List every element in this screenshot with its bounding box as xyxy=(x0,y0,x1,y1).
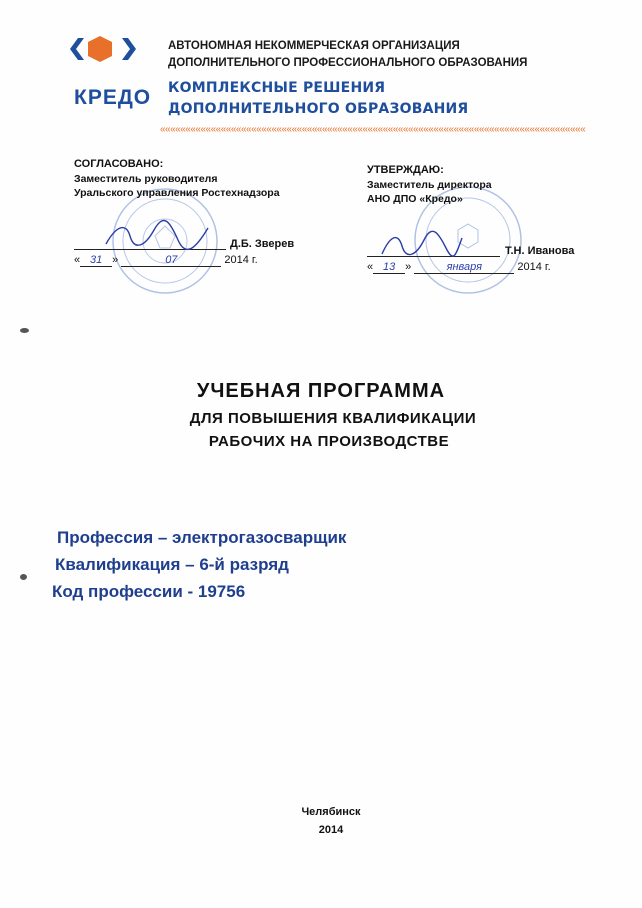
profession-line: Профессия – электрогазосварщик xyxy=(57,528,347,547)
date-day-left: 31 xyxy=(80,254,112,267)
slogan-line-1: КОМПЛЕКСНЫЕ РЕШЕНИЯ xyxy=(168,80,386,96)
date-quote-open-left: « xyxy=(74,254,81,266)
date-month-right: января xyxy=(414,261,514,274)
approval-left-heading: СОГЛАСОВАНО: xyxy=(74,158,164,170)
date-quote-close-left: » xyxy=(112,254,119,266)
org-name-line-1: АВТОНОМНАЯ НЕКОММЕРЧЕСКАЯ ОРГАНИЗАЦИЯ xyxy=(168,40,460,52)
signer-name-left: Д.Б. Зверев xyxy=(230,238,295,250)
approval-left-position: Заместитель руководителя xyxy=(74,173,218,185)
signer-name-right: Т.Н. Иванова xyxy=(505,245,575,257)
document-subtitle-line-2: РАБОЧИХ НА ПРОИЗВОДСТВЕ xyxy=(208,433,450,450)
signature-scribble-left-icon xyxy=(96,218,216,254)
date-day-right: 13 xyxy=(373,261,405,274)
approval-left-department: Уральского управления Ростехнадзора xyxy=(74,187,280,199)
date-year-left: 2014 г. xyxy=(224,254,258,266)
punch-hole-mark xyxy=(20,574,27,580)
approval-right-heading: УТВЕРЖДАЮ: xyxy=(367,164,444,176)
qualification-line: Квалификация – 6-й разряд xyxy=(55,555,289,574)
slogan-line-2: ДОПОЛНИТЕЛЬНОГО ОБРАЗОВАНИЯ xyxy=(168,101,469,117)
footer-year: 2014 xyxy=(318,824,344,836)
approval-block-right xyxy=(367,164,492,206)
decorative-chevron-divider: «««««««««««««««««««««««««««««««««««««««««««««««««««««««««««««««««««««««««««««««««««« xyxy=(160,124,586,135)
approval-date-right xyxy=(367,261,551,274)
date-year-right: 2014 г. xyxy=(517,261,551,273)
date-month-left: 07 xyxy=(121,254,221,267)
punch-hole-mark xyxy=(20,328,29,333)
document-subtitle-line-1: ДЛЯ ПОВЫШЕНИЯ КВАЛИФИКАЦИИ xyxy=(189,410,477,427)
date-quote-open-right: « xyxy=(367,261,374,273)
date-quote-close-right: » xyxy=(405,261,412,273)
document-title: УЧЕБНАЯ ПРОГРАММА xyxy=(196,380,446,402)
approval-right-position: Заместитель директора xyxy=(367,179,492,191)
approval-date-left xyxy=(74,254,258,267)
org-name-line-2: ДОПОЛНИТЕЛЬНОГО ПРОФЕССИОНАЛЬНОГО ОБРАЗОВАНИЯ xyxy=(168,57,528,69)
approval-right-organization: АНО ДПО «Кредо» xyxy=(367,193,463,205)
signature-scribble-right-icon xyxy=(376,226,466,260)
logo-wordmark: КРЕДО xyxy=(74,86,152,109)
footer-city: Челябинск xyxy=(301,806,361,818)
approval-block-left xyxy=(74,158,280,200)
profession-code-line: Код профессии - 19756 xyxy=(52,582,246,601)
